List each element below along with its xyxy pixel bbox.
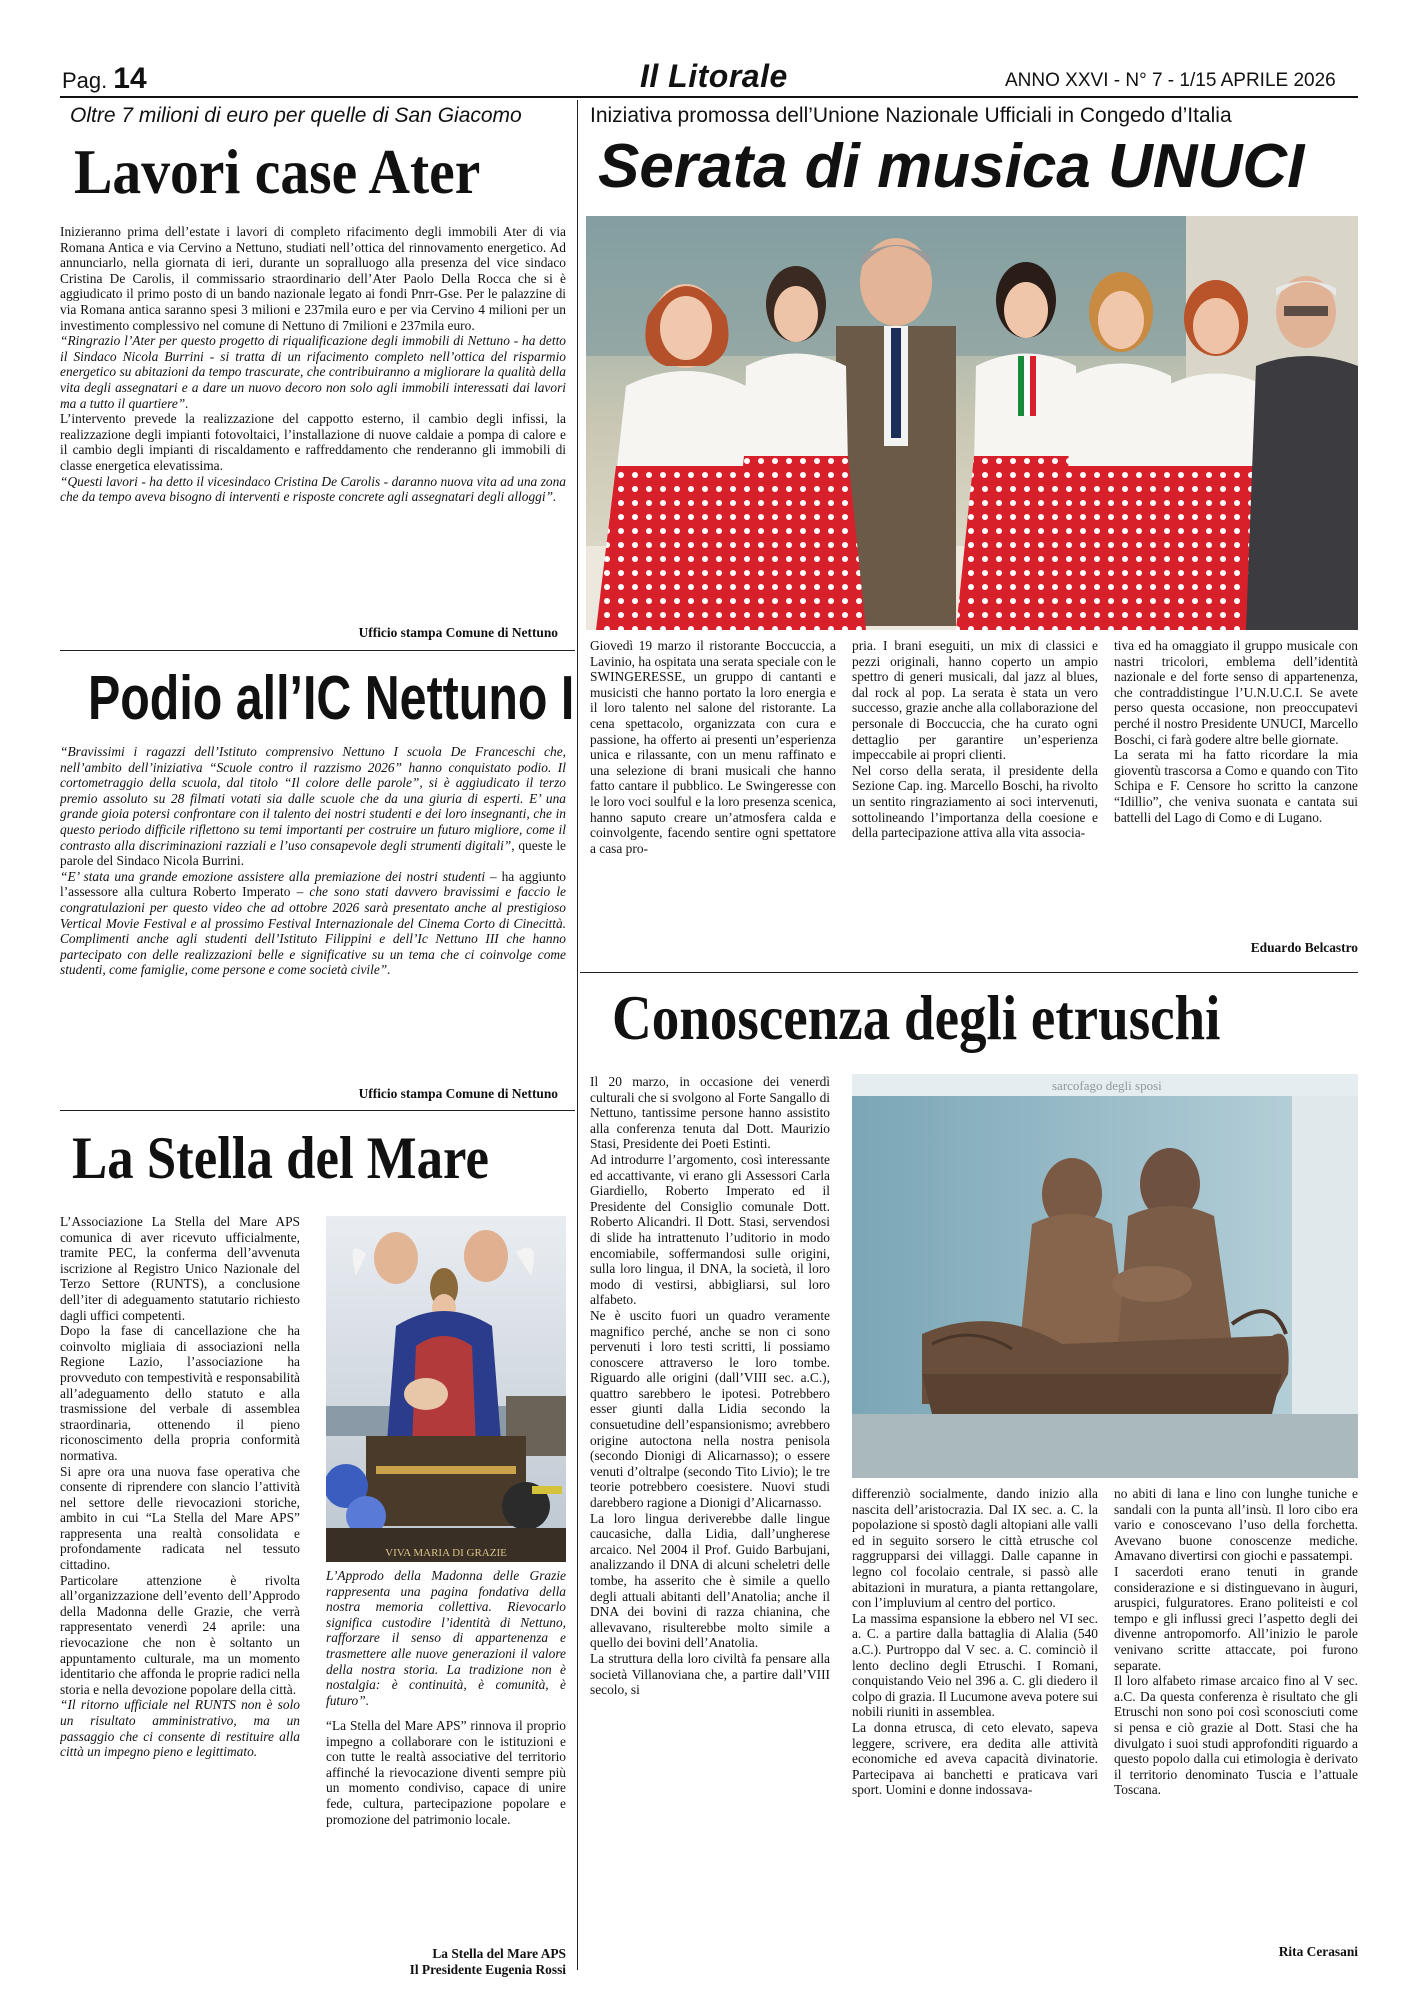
page-number: 14 xyxy=(113,62,147,95)
stella-paragraph: Dopo la fase di cancellazione che ha coinvolto migliaia di associazioni nella Regione Lazio, l’associazione ha provveduto con tempestività e responsabilità all’adeguamento dello statuto e alla trasmissione del verbale di assemblea straordinaria, ottenendo il pieno riconoscimento della propria conformità normativa. xyxy=(60,1323,300,1463)
page-number-label xyxy=(62,62,147,96)
podio-article-body xyxy=(60,744,566,1082)
unuci-signature: Eduardo Belcastro xyxy=(1250,940,1358,955)
stella-signature-org: La Stella del Mare APS xyxy=(432,1946,566,1961)
sarcophagus-photo xyxy=(852,1074,1358,1478)
etruschi-paragraph: La loro lingua deriverebbe dalle lingue caucasiche, dalla Lidia, dall’ungherese arcaico. Nel 2004 il Prof. Guido Barbujani, analizzando il DNA di alcuni scheletri delle tombe, ha asserito che è simile a quello degli attuali abitanti dell’Anatolia; anche il DNA dei bovini di razza chianina, che allevavano, risulterebbe molto simile a quello dei bovini dell’Anatolia. xyxy=(590,1510,830,1651)
etruschi-paragraph: La struttura della loro civiltà fa pensare alla società Villanoviana che, a partire dall’VIII secolo, si xyxy=(590,1650,830,1698)
column-divider xyxy=(577,100,578,1970)
podio-quote: “E’ stata una grande emozione assistere alla premiazione dei nostri studenti xyxy=(60,868,486,884)
section-rule xyxy=(580,972,1358,973)
stella-headline: La Stella del Mare xyxy=(72,1125,489,1191)
podio-attribution: – ha aggiunto l’assessore alla cultura Roberto Imperato – xyxy=(60,868,566,900)
ater-headline: Lavori case Ater xyxy=(74,136,481,207)
etruschi-paragraph: differenziò socialmente, dando inizio alla nascita dell’aristocrazia. Dal IX sec. a. C. la popolazione si spostò dagli altopiani alle valli ed in seguito sorsero le città etrusche col raggrupparsi dei villaggi. Dalle capanne in legno col focolaio centrale, si passò alle abitazioni in muratura, a pianta rettangolare, con l’impluvium al centro del portico. xyxy=(852,1486,1098,1611)
etruschi-paragraph: no abiti di lana e lino con lunghe tuniche e sandali con la punta all’insù. Il loro cibo era vario e conoscevano l’uso della forchetta. Avevano buone conoscenze mediche. Amavano divertirsi con giochi e passatempi. xyxy=(1114,1486,1358,1564)
etruschi-column-2 xyxy=(852,1486,1098,1956)
etruschi-paragraph: Ad introdurre l’argomento, così interessante ed accattivante, vi erano gli Assessori Carla Giardiello, Roberto Imperato ed il Presidente del Consiglio comunale Dott. Roberto Alicandri. Il Dott. Stasi, servendosi di slide ha intrattenuto l’uditorio in modo encomiabile, soffermandosi sulle origini, sulla loro lingua, il DNA, la società, il loro modo di vestirsi, abbigliarsi, sul loro alfabeto. xyxy=(590,1151,830,1308)
stella-paragraph: “La Stella del Mare APS” rinnova il proprio impegno a collaborare con le istituzioni e con tutte le realtà associative del territorio affinché la rievocazione diventi sempre più un momento condiviso, capace di unire fede, cultura, partecipazione popolare e promozione del patrimonio locale. xyxy=(326,1718,566,1827)
ater-quote: “Ringrazio l’Ater per questo progetto di riqualificazione degli immobili di Nettuno - ha detto il Sindaco Nicola Burrini - si tratta di un rifacimento completo nell’ottica del risparmio energetico su abitazioni da tempo trascurate, che contribuiranno a migliorare la qualità della vita degli assegnatari e a dare un nuovo decoro non solo agli immobili interessati dai lavori ma a tutto il quartiere”. xyxy=(60,333,566,411)
podio-headline: Podio all’IC Nettuno I xyxy=(88,664,575,733)
ater-kicker: Oltre 7 milioni di euro per quelle di San Giacomo xyxy=(70,104,522,127)
podio-quote: che sono stati davvero bravissimi e faccio le congratulazioni per questo video che ad ottobre 2026 sarà presentato anche al prestigioso Vertical Movie Festival e al prossimo Festival Internazionale del Cinema Corto di Cinecittà. Complimenti anche agli studenti dell’Istituto Filippini e dell’Ic Nettuno III che hanno partecipato con delle realizzazioni belle e significative su un tema che ci coinvolge come studenti, come famiglie, come persone e come società civile”. xyxy=(60,884,566,978)
etruschi-paragraph: I sacerdoti erano tenuti in grande considerazione e si distinguevano in àuguri, aruspici, fulguratores. Erano politeisti e col tempo e gli influssi greci l’aspetto degli dei divenne antropomorfo. All’inizio le parole venivano scritte attaccate, poi furono separate. xyxy=(1114,1563,1358,1673)
unuci-column-3 xyxy=(1114,638,1358,938)
podio-attribution: queste le parole del Sindaco Nicola Burrini. xyxy=(60,837,566,869)
podio-signature: Ufficio stampa Comune di Nettuno xyxy=(358,1086,558,1101)
masthead: Il Litorale xyxy=(640,58,788,94)
ater-article-body xyxy=(60,224,566,618)
unuci-column-2 xyxy=(852,638,1098,970)
stella-paragraph: L’Associazione La Stella del Mare APS comunica di aver ricevuto ufficialmente, tramite PEC, la conferma dell’avvenuta iscrizione al Registro Unico Nazionale del Terzo Settore (RUNTS), a conclusione dell’iter di adeguamento statutario richiesto dagli uffici competenti. xyxy=(60,1214,300,1323)
issue-info: ANNO XXVI - N° 7 - 1/15 APRILE 2026 xyxy=(1005,70,1336,91)
madonna-photo xyxy=(326,1216,566,1562)
unuci-paragraph: tiva ed ha omaggiato il gruppo musicale con nastri tricolori, emblema dell’identità nazionale e del forte senso di appartenenza, che contraddistingue l’U.N.U.C.I. Se avete perso questa occasione, non preoccupatevi perché il nostro Presidente UNUCI, Marcello Boschi, ci farà godere altre belle giornate. xyxy=(1114,638,1358,747)
stella-paragraph: Si apre ora una nuova fase operativa che consente di riprendere con slancio l’attività nel settore delle rievocazioni storiche, ambito in cui “La Stella del Mare APS” rappresenta una realtà consolidata e profondamente radicata nel tessuto cittadino. xyxy=(60,1463,300,1573)
photo-label: sarcofago degli sposi xyxy=(1052,1078,1162,1093)
etruschi-paragraph: La massima espansione la ebbero nel VI sec. a. C. a partire dalla battaglia di Alalia (540 a.C.). Purtroppo dal V sec. a. C. cominciò il lento declino degli Etruschi. I Romani, conquistando Veio nel 396 a. C. gli diedero il colpo di grazia. Il Lucumone aveva potere sui nobili riuniti in assemblea. xyxy=(852,1610,1098,1720)
ater-quote: “Questi lavori - ha detto il vicesindaco Cristina De Carolis - daranno nuova vita ad una zona che da tempo aveva bisogno di interventi e risposte concrete agli assegnatari degli alloggi”. xyxy=(60,473,566,505)
etruschi-paragraph: Ne è uscito fuori un quadro veramente magnifico perché, anche se non ci sono pervenuti i loro testi scritti, li possiamo conoscere attraverso le loro tombe. Riguardo alle origini (dall’VIII sec. a.C.), quattro sarebbero le ipotesi. Potrebbero esser giunti dalla Lidia secondo la consuetudine dell’espansionismo; avrebbero origine autoctona nella nostra penisola (secondo Dionigi di Alicarnasso); o essere venuti d’oltralpe (secondo Tito Livio); le tre teorie potrebbero coesistere. Nuovi studi darebbero ragione a Dionigi d’Alicarnasso. xyxy=(590,1307,830,1511)
unuci-headline: Serata di musica UNUCI xyxy=(598,132,1305,201)
etruschi-paragraph: Il loro alfabeto rimase arcaico fino al V sec. a.C. Da questa conferenza è risultato che gli Etruschi non sono poi così sconosciuti come si pensa e ciò grazie al Dott. Stasi che ha divulgato i suoi studi approfonditi riguardo a questo popolo dalla cui etimologia è derivato il territorio denominato Tuscia e l’attuale Toscana. xyxy=(1114,1673,1358,1798)
unuci-kicker: Iniziativa promossa dell’Unione Nazionale Ufficiali in Congedo d’Italia xyxy=(590,104,1232,127)
stella-quote: “Il ritorno ufficiale nel RUNTS non è solo un risultato amministrativo, ma un passaggio che ci consente di restituire alla città un impegno pieno e legittimato. xyxy=(60,1697,300,1760)
photo-label: VIVA MARIA DI GRAZIE xyxy=(385,1547,507,1559)
ater-signature: Ufficio stampa Comune di Nettuno xyxy=(358,625,558,640)
stella-signature-president: Il Presidente Eugenia Rossi xyxy=(409,1962,566,1977)
etruschi-headline: Conoscenza degli etruschi xyxy=(612,982,1221,1053)
etruschi-column-3 xyxy=(1114,1486,1358,1936)
swingeresse-group-photo xyxy=(586,216,1358,630)
unuci-column-1 xyxy=(590,638,836,970)
header-rule xyxy=(60,96,1358,98)
etruschi-signature: Rita Cerasani xyxy=(1278,1944,1358,1959)
unuci-paragraph: pria. I brani eseguiti, un mix di classici e pezzi originali, hanno coperto un ampio spettro di generi musicali, dal jazz al blues, dal rock al pop. La serata è stata un vero successo, grazie anche alla collaborazione del personale di Boccuccia, che ha curato ogni dettaglio per garantire un’esperienza impeccabile ai propri clienti. xyxy=(852,638,1098,763)
podio-quote: “Bravissimi i ragazzi dell’Istituto comprensivo Nettuno I scuola De Franceschi che, nell’ambito dell’iniziativa “Scuole contro il razzismo 2026” hanno conquistato podio. Il cortometraggio della scuola, dal titolo “Il colore delle parole”, si è aggiudicato il terzo premio assoluto su 28 filmati votati sia dalle scuole che da una giuria di esperti. E’ una grande gioia potersi confrontare con il talento dei nostri studenti e dei loro insegnanti, che in questo periodo difficile riflettono su temi importanti per costruire un futuro migliore, come il contrasto alla discriminazioni razziali e l’uso consapevole degli strumenti digitali”, xyxy=(60,744,566,853)
stella-column-1 xyxy=(60,1214,300,1974)
stella-paragraph: Particolare attenzione è rivolta all’organizzazione dell’evento dell’Approdo della Madonna delle Grazie, che verrà rappresentato venerdì 24 aprile: una rievocazione che non è soltanto un appuntamento culturale, ma un momento identitario che affonda le proprie radici nella storia e nella devozione popolare della città. xyxy=(60,1572,300,1697)
madonna-caption: L’Approdo della Madonna delle Grazie rappresenta una pagina fondativa della nostra memoria collettiva. Rievocarlo significa custodire l’identità di Nettuno, rafforzare il senso di appartenenza e trasmettere alle nuove generazioni il valore della nostra storia. La tradizione non è nostalgia: è continuità, è comunità, è futuro”. xyxy=(326,1568,566,1708)
ater-paragraph: Inizieranno prima dell’estate i lavori di completo rifacimento degli immobili Ater di via Romana Antica e via Cervino a Nettuno, studiati nell’ottica del rinnovamento energetico. Ad annunciarlo, nella giornata di ieri, durante un sopralluogo alla presenza del vice sindaco Cristina De Carolis, il commissario straordinario dell’Ater Paolo Della Rocca che si è aggiudicato il primo posto di un bando nazionale legato ai fondi Pnrr-Gse. Per le palazzine di via Romana antica saranno spesi 3 milioni e 237mila euro e per via Cervino 4 milioni per un investimento complessivo nel comune di Nettuno di 7milioni e 237mila euro. xyxy=(60,224,566,333)
unuci-paragraph: Giovedì 19 marzo il ristorante Boccuccia, a Lavinio, ha ospitata una serata speciale con le SWINGERESSE, un gruppo di cantanti e musicisti che hanno portato la loro energia e il loro talento nel salone del ristorante. La cena spettacolo, organizzata con cura e passione, ha offerto ai presenti un’esperienza unica e rilassante, con un menu raffinato e una selezione di brani musicali che hanno fatto cantare il pubblico. Le Swingeresse con le loro voci soulful e la loro presenza scenica, hanno saputo creare un’atmosfera calda e coinvolgente, facendo sentire ogni spettatore a casa pro- xyxy=(590,638,836,856)
etruschi-paragraph: Il 20 marzo, in occasione dei venerdì culturali che si svolgono al Forte Sangallo di Nettuno, tantissime persone hanno assistito alla conferenza tenuta dal Dott. Maurizio Stasi, Presidente dei Poeti Estinti. xyxy=(590,1074,830,1152)
section-rule xyxy=(60,650,575,651)
etruschi-column-1 xyxy=(590,1074,830,1970)
stella-column-2 xyxy=(326,1718,566,1842)
page-label: Pag. xyxy=(62,68,108,93)
unuci-paragraph: Nel corso della serata, il presidente della Sezione Cap. ing. Marcello Boschi, ha rivolto un sentito ringraziamento ai soci intervenuti, sottolineando l’importanza della coesione e della partecipazione attiva alla vita associa- xyxy=(852,762,1098,841)
etruschi-paragraph: La donna etrusca, di ceto elevato, sapeva leggere, scrivere, era dedita alle attività economiche ed aveva capacità divinatorie. Partecipava ai banchetti e praticava vari sport. Uomini e donne indossava- xyxy=(852,1719,1098,1798)
ater-paragraph: L’intervento prevede la realizzazione del cappotto esterno, il cambio degli infissi, la realizzazione degli impianti fotovoltaici, l’installazione di nuove caldaie a pompa di calore e il cambio degli impianti di riscaldamento e raffreddamento che renderanno gli immobili di classe energetica elevatissima. xyxy=(60,411,566,473)
section-rule xyxy=(60,1110,575,1111)
unuci-paragraph: La serata mi ha fatto ricordare la mia gioventù trascorsa a Como e quando con Tito Schipa e F. Censore ho scritto la canzone “Idillio”, che veniva suonata e cantata sui battelli del Lago di Como e di Lugano. xyxy=(1114,747,1358,825)
